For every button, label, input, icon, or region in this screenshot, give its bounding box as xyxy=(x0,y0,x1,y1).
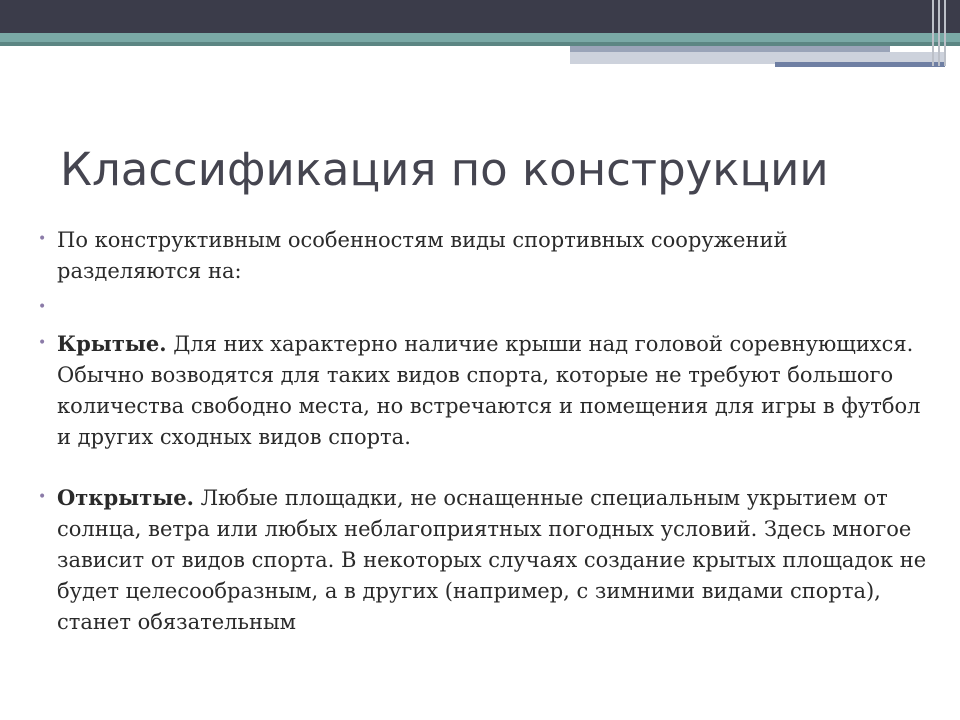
bullet-marker: • xyxy=(38,299,47,315)
slide-title: Классификация по конструкции xyxy=(60,143,829,196)
bullet-marker: • xyxy=(38,489,47,505)
header-bar-teal xyxy=(0,33,960,42)
header-bar-dark xyxy=(0,0,960,33)
bullet-item xyxy=(38,292,928,323)
bullet-list xyxy=(38,224,928,638)
bullet-term: Открытые. xyxy=(57,485,194,510)
header-accent-blue xyxy=(775,62,945,67)
bullet-text: Любые площадки, не оснащенные специальным укрытием от солнца, ветра или любых неблагоприятных погодных условий. Здесь многое зависит от видов спорта. В некоторых случаях создание крытых площадок не будет целесообразным, а в других (например, с зимними видами спорта), станет обязательным xyxy=(57,486,927,634)
header-accent-line xyxy=(944,0,946,66)
bullet-term: Крытые. xyxy=(57,331,167,356)
bullet-item xyxy=(38,224,928,287)
bullet-item xyxy=(38,328,928,453)
bullet-text: По конструктивным особенностям виды спортивных сооружений разделяются на: xyxy=(57,228,788,283)
bullet-marker: • xyxy=(38,231,47,247)
header-accent-line xyxy=(932,0,934,66)
bullet-text: Для них характерно наличие крыши над головой соревнующихся. Обычно возводятся для таких видов спорта, которые не требуют большого количества свободно места, но встречаются и помещения для игры в футбол и других сходных видов спорта. xyxy=(57,332,921,449)
bullet-marker: • xyxy=(38,335,47,351)
bullet-item xyxy=(38,482,928,638)
header-accent-line xyxy=(938,0,940,66)
